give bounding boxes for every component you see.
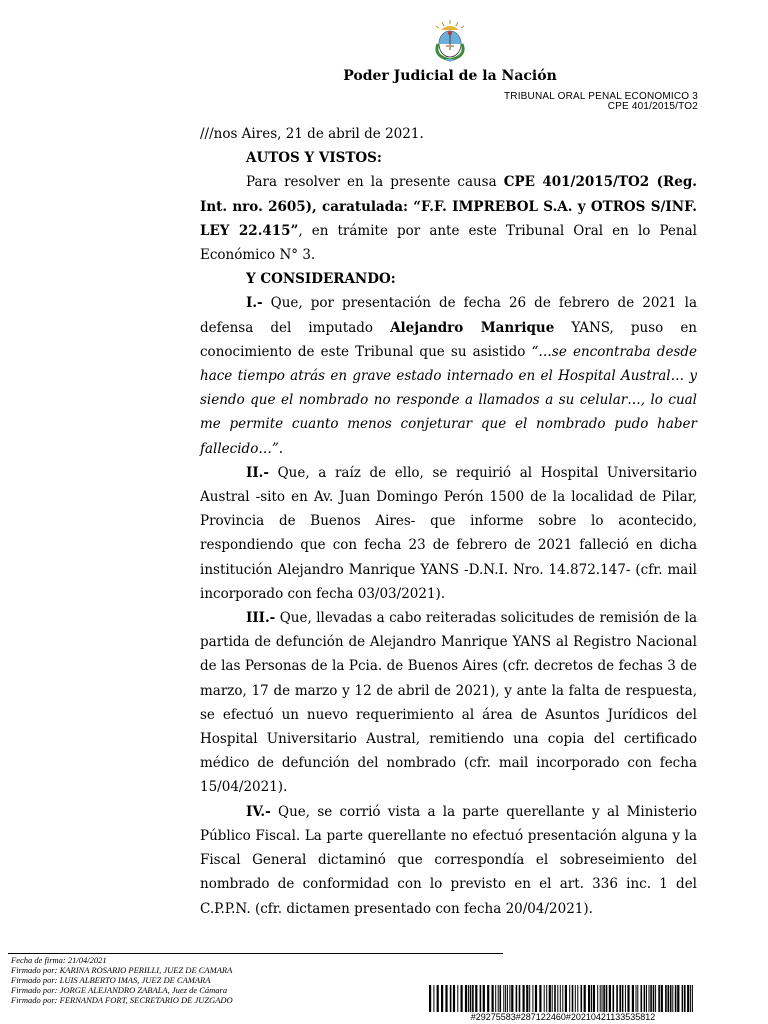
barcode (429, 985, 697, 1012)
case-reference: CPE 401/2015/TO2 (607, 101, 698, 112)
signature-line: Firmado por: KARINA ROSARIO PERILLI, JUEZ DE CAMARA (11, 965, 233, 975)
signature-line: Firmado por: FERNANDA FORT, SECRETARIO DE JUZGADO (11, 995, 233, 1005)
signature-line: Firmado por: LUIS ALBERTO IMAS, JUEZ DE CAMARA (11, 975, 211, 985)
date-line: ///nos Aires, 21 de abril de 2021. (200, 126, 424, 142)
paragraph-case: Para resolver en la presente causa CPE 401/2015/TO2 (Reg. Int. nro. 2605), caratulada: “F.F. IMPREBOL S.A. y OTROS S/INF. LEY 22.415”, en trámite por ante este Tribunal Oral en lo Penal Económico N° 3. (200, 174, 697, 264)
paragraph-iv: IV.- Que, se corrió vista a la parte querellante y al Ministerio Público Fiscal. La parte querellante no efectuó presentación alguna y la Fiscal General dictaminó que correspondía el sobreseimiento del nombrado de conformidad con lo previsto en el art. 336 inc. 1 del C.P.P.N. (cfr. dictamen presentado con fecha 20/04/2021). (200, 803, 697, 917)
document-body (200, 122, 697, 921)
barcode-number: #29275583#287122460#20210421133535812 (470, 1012, 656, 1022)
heading-autos-y-vistos: AUTOS Y VISTOS: (246, 150, 382, 167)
paragraph-ii: II.- Que, a raíz de ello, se requirió al Hospital Universitario Austral -sito en Av. Juan Domingo Perón 1500 de la localidad de Pilar, Provincia de Buenos Aires- que informe sobre lo acontecido, respondiendo que con fecha 23 de febrero de 2021 falleció en dicha institución Alejandro Manrique YANS -D.N.I. Nro. 14.872.147- (cfr. mail incorporado con fecha 03/03/2021). (200, 464, 697, 602)
paragraph-i: I.- Que, por presentación de fecha 26 de febrero de 2021 la defensa del imputado Alejandro Manrique YANS, puso en conocimiento de este Tribunal que su asistido “…se encontraba desde hace tiempo atrás en grave estado internado en el Hospital Austral… y siendo que el nombrado no responde a llamados a su celular…, lo cual me permite cuanto menos conjeturar que el nombrado pudo haber fallecido…”. (200, 295, 697, 457)
page-title: Poder Judicial de la Nación (343, 68, 557, 84)
court-name: TRIBUNAL ORAL PENAL ECONOMICO 3 (503, 91, 698, 102)
paragraph-iii: III.- Que, llevadas a cabo reiteradas solicitudes de remisión de la partida de defunción de Alejandro Manrique YANS al Registro Nacional de las Personas de la Pcia. de Buenos Aires (cfr. decretos de fechas 3 de marzo, 17 de marzo y 12 de abril de 2021), y ante la falta de respuesta, se efectuó un nuevo requerimiento al área de Asuntos Jurídicos del Hospital Universitario Austral, remitiendo una copia del certificado médico de defunción del nombrado (cfr. mail incorporado con fecha 15/04/2021). (200, 610, 697, 796)
signature-line: Firmado por: JORGE ALEJANDRO ZABALA, Juez de Cámara (11, 985, 228, 995)
argentina-coat-of-arms-icon (427, 18, 473, 64)
signature-date: Fecha de firma: 21/04/2021 (11, 955, 107, 965)
signature-divider (8, 953, 503, 954)
heading-considerando: Y CONSIDERANDO: (246, 271, 396, 288)
